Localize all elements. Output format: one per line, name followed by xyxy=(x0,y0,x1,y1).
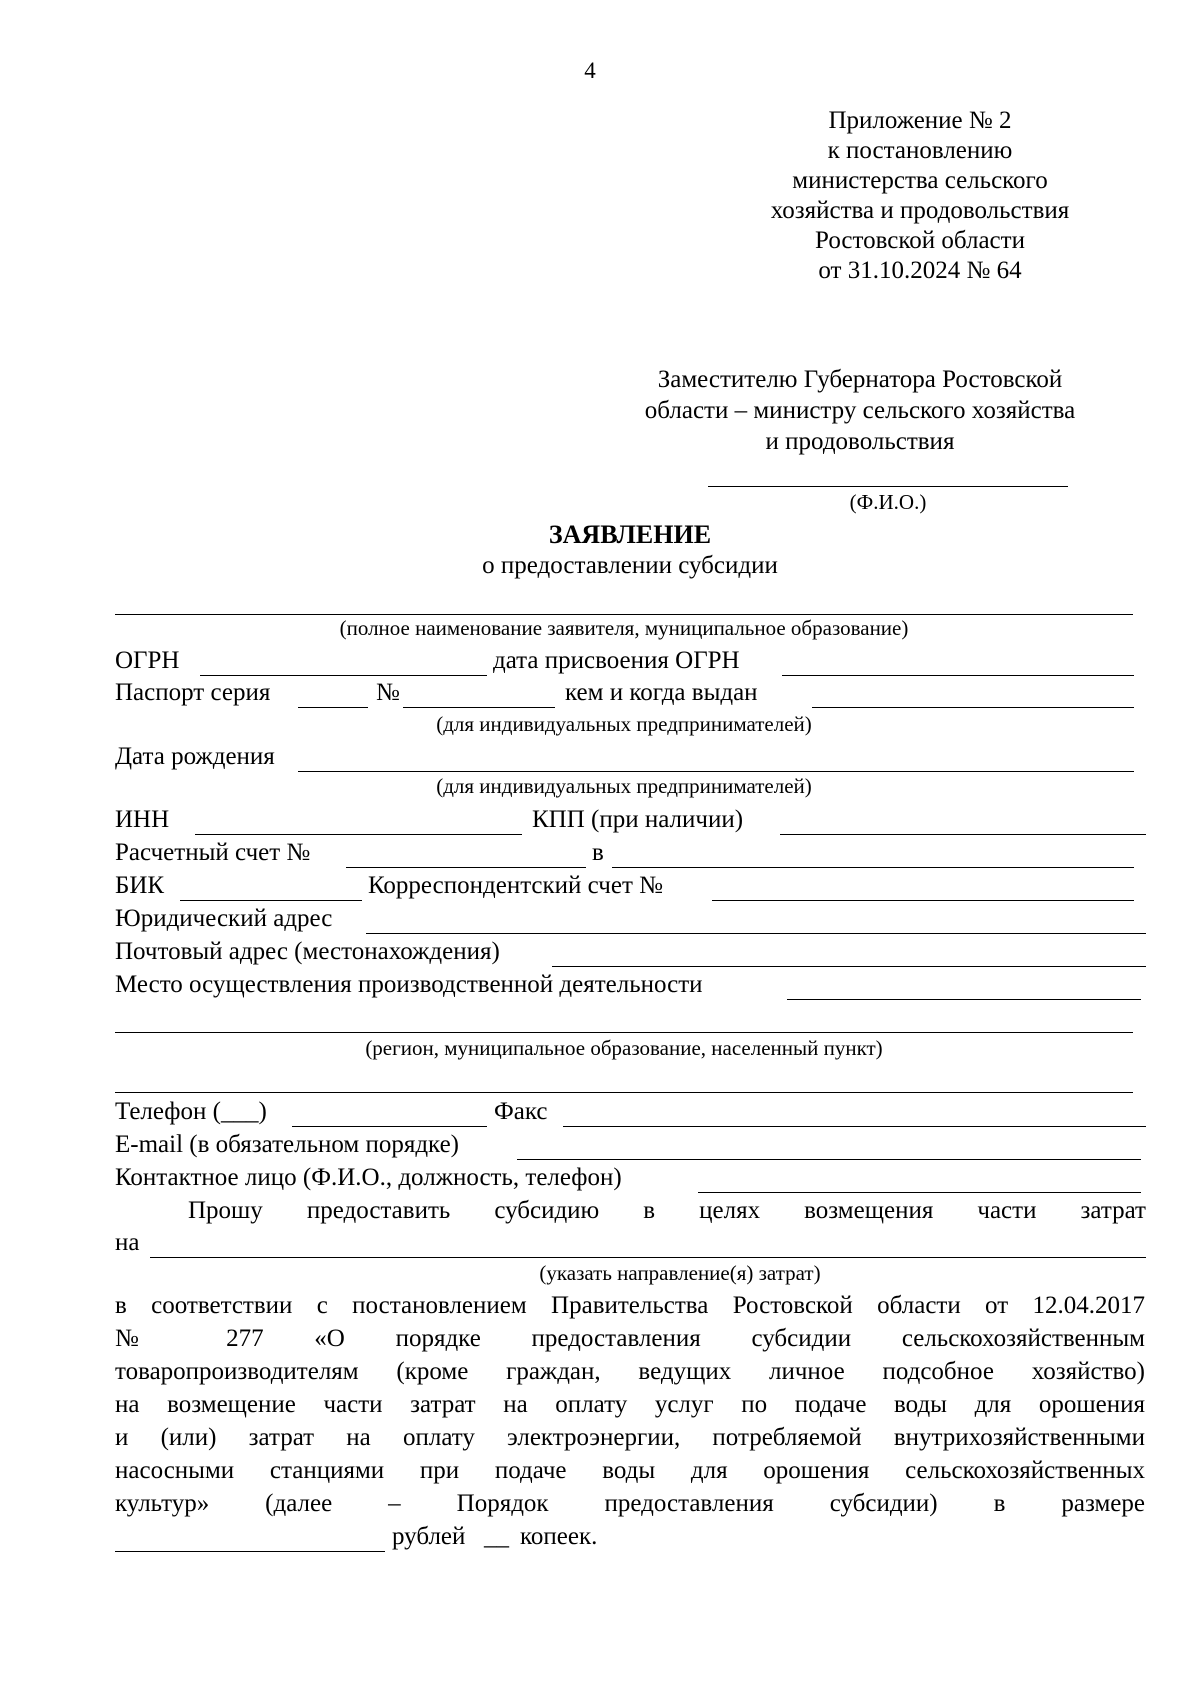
legal-address-label: Юридический адрес xyxy=(115,905,333,932)
postal-address-field[interactable] xyxy=(552,966,1146,967)
kpp-label: КПП (при наличии) xyxy=(532,806,744,833)
birth-date-field[interactable] xyxy=(298,771,1134,772)
inn-field[interactable] xyxy=(195,834,522,835)
ip-hint: (для индивидуальных предпринимателей) xyxy=(436,774,812,798)
request-word: Прошу xyxy=(188,1197,263,1224)
request-line xyxy=(188,1196,1146,1226)
document-subtitle: о предоставлении субсидии xyxy=(482,552,778,579)
ip-hint: (для индивидуальных предпринимателей) xyxy=(436,712,812,736)
appendix-block xyxy=(760,106,1080,286)
request-word: предоставить xyxy=(306,1197,451,1224)
passport-number-field[interactable] xyxy=(403,707,555,708)
passport-issued-field[interactable] xyxy=(812,707,1134,708)
addressee-line: и продовольствия xyxy=(765,428,955,455)
extra-line-field[interactable] xyxy=(115,1092,1133,1093)
activity-place-field[interactable] xyxy=(787,999,1141,1000)
ogrn-date-field[interactable] xyxy=(782,675,1134,676)
fax-field[interactable] xyxy=(563,1126,1146,1127)
phone-field[interactable] xyxy=(292,1126,487,1127)
account-field[interactable] xyxy=(346,867,586,868)
account-bank-label: в xyxy=(592,839,604,866)
body-line: в соответствии с постановлением Правительства Ростовской области от 12.04.2017 xyxy=(115,1292,1145,1319)
request-na: на xyxy=(115,1229,140,1256)
bik-field[interactable] xyxy=(180,900,362,901)
legal-address-field[interactable] xyxy=(366,933,1146,934)
passport-series-field[interactable] xyxy=(298,707,368,708)
applicant-hint: (полное наименование заявителя, муниципальное образование) xyxy=(339,616,909,640)
contact-label: Контактное лицо (Ф.И.О., должность, телефон) xyxy=(115,1164,622,1191)
ogrn-label: ОГРН xyxy=(115,647,180,674)
page-number: 4 xyxy=(584,58,596,83)
kpp-field[interactable] xyxy=(780,834,1146,835)
direction-hint: (указать направление(я) затрат) xyxy=(539,1261,821,1285)
applicant-name-field[interactable] xyxy=(115,614,1133,615)
direction-field[interactable] xyxy=(150,1257,1146,1258)
phone-label: Телефон (___) xyxy=(115,1098,267,1125)
ogrn-field[interactable] xyxy=(200,675,487,676)
request-word: затрат xyxy=(1080,1197,1146,1224)
body-line: и (или) затрат на оплату электроэнергии, потребляемой внутрихозяйственными xyxy=(115,1424,1145,1451)
body-line: на возмещение части затрат на оплату услуг по подаче воды для орошения xyxy=(115,1391,1145,1418)
inn-label: ИНН xyxy=(115,806,170,833)
email-field[interactable] xyxy=(517,1159,1141,1160)
account-bank-field[interactable] xyxy=(612,867,1134,868)
request-word: части xyxy=(977,1197,1037,1224)
region-hint: (регион, муниципальное образование, населенный пункт) xyxy=(365,1036,883,1060)
appendix-line: к постановлению xyxy=(827,137,1013,164)
appendix-line: хозяйства и продовольствия xyxy=(770,197,1070,224)
addressee-line: области – министру сельского хозяйства xyxy=(644,397,1076,424)
appendix-line: Ростовской области xyxy=(815,227,1025,254)
addressee-block xyxy=(590,364,1130,457)
amount-rub-field[interactable] xyxy=(115,1551,385,1552)
kop-field[interactable]: __ xyxy=(484,1523,509,1550)
passport-number-label: № xyxy=(376,679,400,706)
addressee-line: Заместителю Губернатора Ростовской xyxy=(657,366,1063,393)
corr-account-field[interactable] xyxy=(712,900,1134,901)
passport-issued-label: кем и когда выдан xyxy=(565,679,758,706)
body-line: № 277 «О порядке предоставления субсидии сельскохозяйственным xyxy=(115,1325,1145,1352)
appendix-line: Приложение № 2 xyxy=(828,107,1012,134)
appendix-line: от 31.10.2024 № 64 xyxy=(818,257,1022,284)
body-line: культур» (далее – Порядок предоставления субсидии) в размере xyxy=(115,1490,1145,1517)
account-label: Расчетный счет № xyxy=(115,839,311,866)
appendix-line: министерства сельского xyxy=(792,167,1048,194)
passport-series-label: Паспорт серия xyxy=(115,679,271,706)
postal-address-label: Почтовый адрес (местонахождения) xyxy=(115,938,500,965)
activity-place-field-2[interactable] xyxy=(115,1032,1133,1033)
contact-field[interactable] xyxy=(698,1192,1141,1193)
activity-place-label: Место осуществления производственной деятельности xyxy=(115,971,703,998)
fax-label: Факс xyxy=(494,1098,548,1125)
request-word: субсидию xyxy=(494,1197,600,1224)
kop-label: копеек. xyxy=(520,1523,598,1550)
body-line: товаропроизводителям (кроме граждан, ведущих личное подсобное хозяйство) xyxy=(115,1358,1145,1385)
birth-date-label: Дата рождения xyxy=(115,743,275,770)
bik-label: БИК xyxy=(115,872,165,899)
addressee-fio-field[interactable] xyxy=(708,486,1068,487)
body-line: насосными станциями при подаче воды для орошения сельскохозяйственных xyxy=(115,1457,1145,1484)
document-title: ЗАЯВЛЕНИЕ xyxy=(548,520,712,549)
corr-account-label: Корреспондентский счет № xyxy=(368,872,663,899)
rub-label: рублей xyxy=(392,1523,466,1550)
ogrn-date-label: дата присвоения ОГРН xyxy=(493,647,740,674)
request-word: в xyxy=(643,1197,656,1224)
request-word: возмещения xyxy=(804,1197,934,1224)
email-label: E-mail (в обязательном порядке) xyxy=(115,1131,459,1158)
fio-hint: (Ф.И.О.) xyxy=(849,490,927,514)
request-word: целях xyxy=(699,1197,761,1224)
